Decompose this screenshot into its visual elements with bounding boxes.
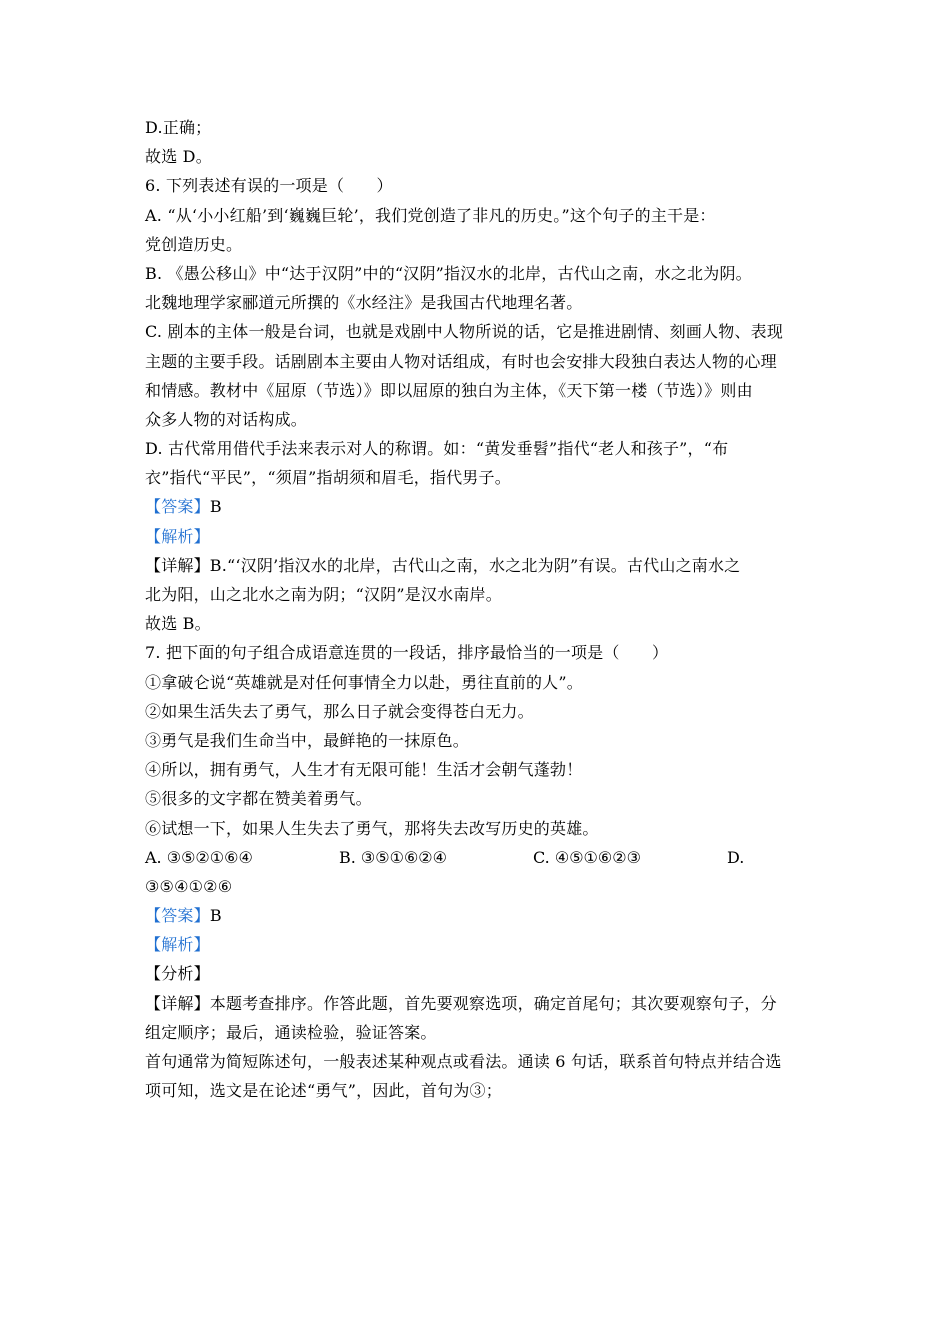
- question-7-detail-cont: 组定顺序；最后，通读检验，验证答案。: [145, 1022, 437, 1042]
- question-7-sentence: ⑥试想一下，如果人生失去了勇气，那将失去改写历史的英雄。: [145, 818, 599, 838]
- question-7-options: [145, 843, 805, 872]
- question-7-sentence: ⑤很多的文字都在赞美着勇气。: [145, 789, 372, 809]
- question-6-detail-cont: 北为阳，山之北水之南为阴；“汉阴”是汉水南岸。: [145, 585, 502, 604]
- question-7-analysis: [145, 930, 805, 959]
- question-6-detail: 【详解】B.“‘汉阴’指汉水的北岸，古代山之南，水之北为阴”有误。古代山之南水之: [145, 555, 741, 575]
- question-6-option-c: C. 剧本的主体一般是台词，也就是戏剧中人物所说的话，它是推进剧情、刻画人物、表现: [145, 322, 784, 342]
- text-line: D.正确；: [145, 118, 212, 137]
- analysis-tag: 【解析】: [145, 526, 210, 546]
- question-7-sentence: ④所以，拥有勇气，人生才有无限可能！生活才会朝气蓬勃！: [145, 760, 583, 780]
- question-7-option-b: B. ③⑤①⑥②④: [339, 847, 447, 867]
- question-7-option-c: C. ④⑤①⑥②③: [533, 847, 641, 867]
- question-7-option-a: A. ③⑤②①⑥④: [145, 847, 253, 867]
- question-6-option-c-cont: 众多人物的对话构成。: [145, 409, 308, 429]
- answer-tag: 【答案】: [145, 906, 210, 926]
- question-6-option-a-cont: 党创造历史。: [145, 234, 243, 254]
- question-6-option-a: A. “从‘小小红船’到‘巍巍巨轮’，我们党创造了非凡的历史。”这个句子的主干是：: [145, 205, 716, 225]
- question-6-stem: 6. 下列表述有误的一项是（ ）: [145, 176, 393, 196]
- analysis-tag: 【解析】: [145, 935, 210, 955]
- question-6-answer: [145, 492, 805, 521]
- question-7-detail: 【详解】本题考查排序。作答此题，首先要观察选项，确定首尾句；其次要观察句子，分: [145, 993, 777, 1013]
- question-6-option-c-cont: 主题的主要手段。话剧剧本主要由人物对话组成，有时也会安排大段独白表达人物的心理: [145, 351, 777, 371]
- question-6-option-c-cont: 和情感。教材中《屈原（节选）》即以屈原的独白为主体，《天下第一楼（节选）》则由: [145, 380, 753, 400]
- question-6-conclusion: 故选 B。: [145, 614, 211, 634]
- question-7-option-d-value: ③⑤④①②⑥: [145, 876, 233, 896]
- text-line: 故选 D。: [145, 147, 212, 167]
- question-7-fenxi: 【分析】: [145, 964, 210, 984]
- question-7-stem: 7. 把下面的句子组合成语意连贯的一段话，排序最恰当的一项是（ ）: [145, 643, 669, 663]
- question-7-paragraph: 首句通常为简短陈述句，一般表述某种观点或看法。通读 6 句话，联系首句特点并结合选: [145, 1052, 782, 1071]
- question-7-paragraph-cont: 项可知，选文是在论述“勇气”，因此，首句为③；: [145, 1081, 502, 1101]
- question-6-option-d: D. 古代常用借代手法来表示对人的称谓。如：“黄发垂髫”指代“老人和孩子”，“布: [145, 439, 729, 459]
- question-6-option-b: B. 《愚公移山》中“达于汉阴”中的“汉阴”指汉水的北岸，古代山之南，水之北为阴。: [145, 263, 752, 283]
- question-7-sentence: ③勇气是我们生命当中，最鲜艳的一抹原色。: [145, 730, 470, 750]
- question-6-option-d-cont: 衣”指代“平民”，“须眉”指胡须和眉毛，指代男子。: [145, 468, 511, 488]
- question-7-sentence: ①拿破仑说“英雄就是对任何事情全力以赴，勇往直前的人”。: [145, 672, 583, 692]
- answer-tag: 【答案】: [145, 497, 210, 517]
- answer-value: B: [209, 906, 222, 926]
- document-page: [145, 113, 805, 1105]
- question-7-sentence: ②如果生活失去了勇气，那么日子就会变得苍白无力。: [145, 701, 534, 721]
- answer-value: B: [209, 497, 222, 517]
- question-6-analysis: [145, 522, 805, 551]
- question-6-option-b-cont: 北魏地理学家郦道元所撰的《水经注》是我国古代地理名著。: [145, 293, 583, 313]
- question-7-answer: [145, 901, 805, 930]
- question-7-option-d-label: D.: [727, 847, 745, 867]
